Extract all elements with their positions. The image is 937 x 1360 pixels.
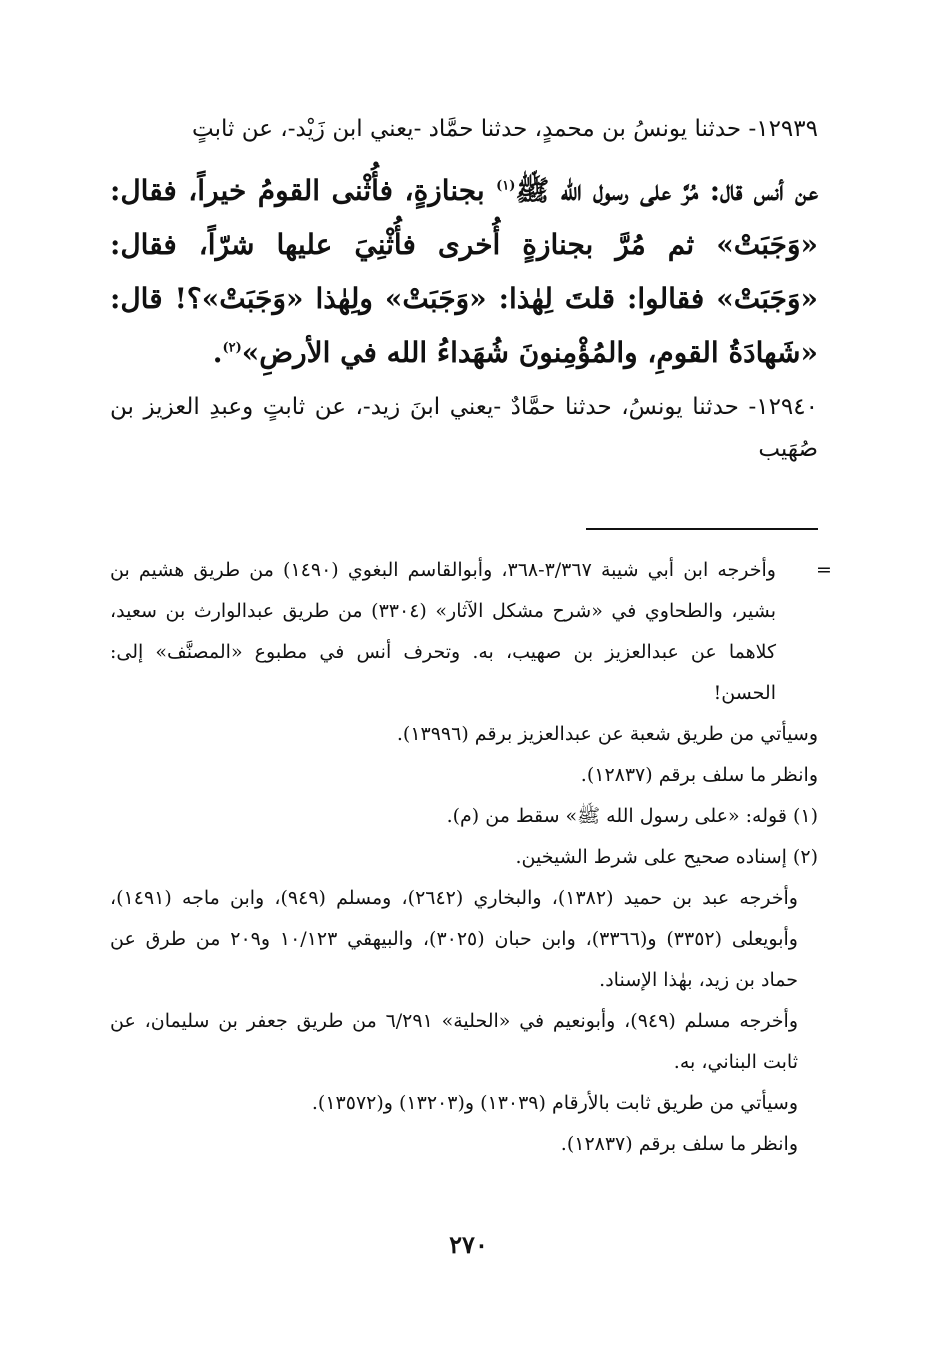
hadith-12940-chain: ١٢٩٤٠- حدثنا يونسُ، حدثنا حمَّادٌ -يعني ابنَ زيد-، عن ثابتٍ وعبدِ العزيز بن صُهَيب bbox=[110, 394, 818, 462]
footnote-ref-1[interactable]: (١) bbox=[496, 178, 516, 194]
footnote-continuation-line3: وانظر ما سلف برقم (١٢٨٣٧). bbox=[580, 764, 818, 786]
footnote-continuation-line2: وسيأتي من طريق شعبة عن عبدالعزيز برقم (١٣٩٩٦). bbox=[396, 723, 818, 745]
footnote-2-line4: وانظر ما سلف برقم (١٢٨٣٧). bbox=[560, 1133, 798, 1155]
footnote-2-para2: وأخرجه مسلم (٩٤٩)، وأبونعيم في «الحلية» ٦/٢٩١ من طريق جعفر بن سليمان، عن ثابت البناني، به. bbox=[110, 1010, 799, 1073]
page-body bbox=[110, 108, 832, 1308]
footnote-ref-2[interactable]: (٢) bbox=[222, 340, 242, 356]
footnote-continuation-text: وأخرجه ابن أبي شيبة ٣/٣٦٧-٣٦٨، وأبوالقاسم البغوي (١٤٩٠) من طريق هشيم بن بشير، والطحاوي في «شرح مشكل الآثار» (٣٣٠٤) من طريق عبدالوارث بن سعيد، كلاهما عن عبدالعزيز بن صهيب، به. وتحرف أنس في مطبوع «المصنَّف» إلى: الحسن! bbox=[110, 559, 776, 704]
hadith-12939-text bbox=[110, 164, 818, 380]
hadith-12939-text-part1: عن أنس قال: مُرَّ على رسول الله ﷺ bbox=[515, 174, 819, 207]
footnote-separator bbox=[586, 528, 818, 530]
hadith-12939-text-part2: بجنازةٍ، فأُثْنى القومُ خيراً، فقال: «وَجَبَتْ» ثم مُرَّ بجنازةٍ أُخرى فأُثْنِيَ عليها شرّاً، فقال: «وَجَبَتْ» فقالوا: قلتَ لِهٰذا: «وَجَبَتْ» ولِهٰذا «وَجَبَتْ»؟! قال: «شَهادَةُ القومِ، والمُؤْمِنونَ شُهَداءُ الله في الأرضِ» bbox=[110, 174, 818, 369]
footnote-2-para1: وأخرجه عبد بن حميد (١٣٨٢)، والبخاري (٢٦٤٢)، ومسلم (٩٤٩)، وابن ماجه (١٤٩١)، وأبويعلى (٣٣٥٢) و(٣٣٦٦)، وابن حبان (٣٠٢٥)، والبيهقي ١٠/١٢٣ و٢٠٩ من طرق عن حماد بن زيد، بهٰذا الإسناد. bbox=[110, 887, 798, 991]
page-number: ٢٧٠ bbox=[449, 1230, 488, 1259]
footnote-continuation bbox=[110, 550, 832, 714]
footnote-1: (١) قوله: «على رسول الله ﷺ» سقط من (م). bbox=[446, 805, 818, 827]
continuation-mark: = bbox=[816, 559, 832, 581]
hadith-12939-text-end: . bbox=[212, 336, 223, 369]
footnote-2: (٢) إسناده صحيح على شرط الشيخين. bbox=[515, 846, 818, 868]
footnotes bbox=[110, 550, 832, 1165]
footnote-2-line3: وسيأتي من طريق ثابت بالأرقام (١٣٠٣٩) و(١٣٢٠٣) و(١٣٥٧٢). bbox=[311, 1092, 798, 1114]
hadith-12939-chain: ١٢٩٣٩- حدثنا يونسُ بن محمدٍ، حدثنا حمَّاد -يعني ابن زَيْد-، عن ثابتٍ bbox=[192, 116, 818, 142]
